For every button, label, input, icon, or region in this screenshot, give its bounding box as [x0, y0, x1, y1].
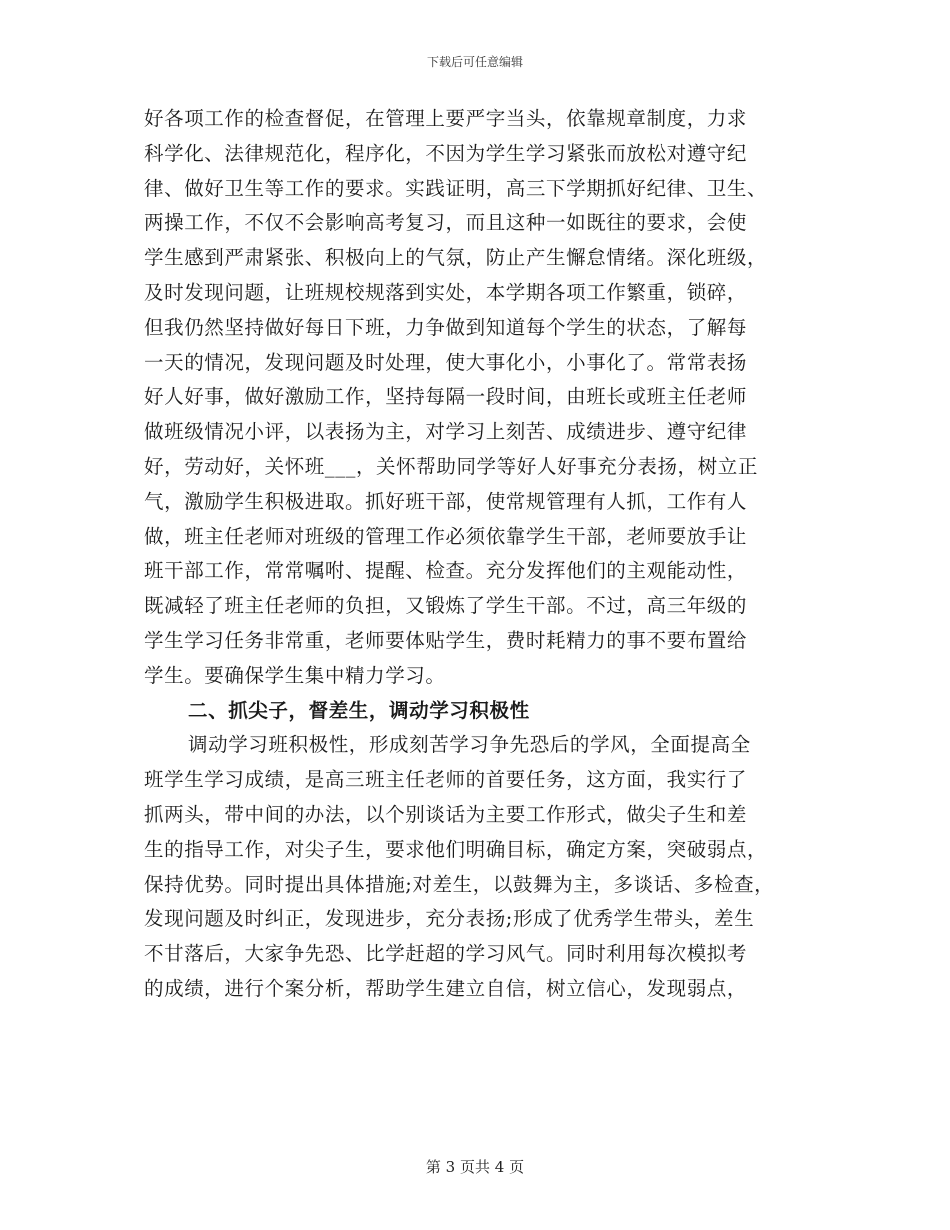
text-line: 学生。要确保学生集中精力学习。 [144, 663, 446, 687]
text-line: 但我仍然坚持做好每日下班，力争做到知道每个学生的状态，了解每 [144, 315, 748, 339]
text-line: 好，劳动好，关怀班___，关怀帮助同学等好人好事充分表扬，树立正 [144, 454, 758, 478]
text-line: 生的指导工作，对尖子生，要求他们明确目标，确定方案，突破弱点， [144, 837, 768, 861]
page-number: 第 3 页共 4 页 [425, 1158, 525, 1176]
text-line: 律、做好卫生等工作的要求。实践证明，高三下学期抓好纪律、卫生、 [144, 176, 768, 200]
text-line: 调动学习班积极性，形成刻苦学习争先恐后的学风，全面提高全 [188, 733, 751, 757]
text-line: 气，激励学生积极进取。抓好班干部，使常规管理有人抓，工作有人 [144, 489, 748, 513]
text-line: 发现问题及时纠正，发现进步，充分表扬;形成了优秀学生带头，差生 [144, 907, 755, 931]
text-line: 两操工作，不仅不会影响高考复习，而且这种一如既往的要求，会使 [144, 211, 748, 235]
text-line: 及时发现问题，让班规校规落到实处，本学期各项工作繁重，锁碎， [144, 280, 748, 304]
text-line: 不甘落后，大家争先恐、比学赶超的学习风气。同时利用每次模拟考 [144, 942, 748, 966]
text-line: 学生感到严肃紧张、积极向上的气氛，防止产生懈怠情绪。深化班级， [144, 246, 768, 270]
text-line: 好各项工作的检查督促，在管理上要严字当头，依靠规章制度，力求 [144, 107, 748, 130]
text-line: 的成绩，进行个案分析，帮助学生建立自信，树立信心，发现弱点， [144, 976, 748, 1000]
text-line: 好人好事，做好激励工作，坚持每隔一段时间，由班长或班主任老师 [144, 385, 748, 409]
text-line: 学生学习任务非常重，老师要体贴学生，费时耗精力的事不要布置给 [144, 628, 748, 652]
document-body [144, 102, 824, 1007]
text-line: 抓两头，带中间的办法，以个别谈话为主要工作形式，做尖子生和差 [144, 802, 748, 826]
text-line: 做班级情况小评，以表扬为主，对学习上刻苦、成绩进步、遵守纪律 [144, 420, 748, 444]
text-line: 既减轻了班主任老师的负担，又锻炼了学生干部。不过，高三年级的 [144, 594, 748, 618]
text-line: 保持优势。同时提出具体措施;对差生，以鼓舞为主，多谈话、多检查， [144, 872, 775, 896]
text-line: 做，班主任老师对班级的管理工作必须依靠学生干部，老师要放手让 [144, 524, 748, 548]
text-line: 班干部工作，常常嘱咐、提醒、检查。充分发挥他们的主观能动性， [144, 559, 748, 583]
text-line: 科学化、法律规范化，程序化，不因为学生学习紧张而放松对遵守纪 [144, 141, 748, 165]
text-line: 班学生学习成绩，是高三班主任老师的首要任务，这方面，我实行了 [144, 768, 748, 792]
text-line: 一天的情况，发现问题及时处理，使大事化小，小事化了。常常表扬 [144, 350, 748, 374]
header-note: 下载后可任意编辑 [426, 55, 523, 69]
section-heading: 二、抓尖子，督差生，调动学习积极性 [188, 698, 530, 722]
